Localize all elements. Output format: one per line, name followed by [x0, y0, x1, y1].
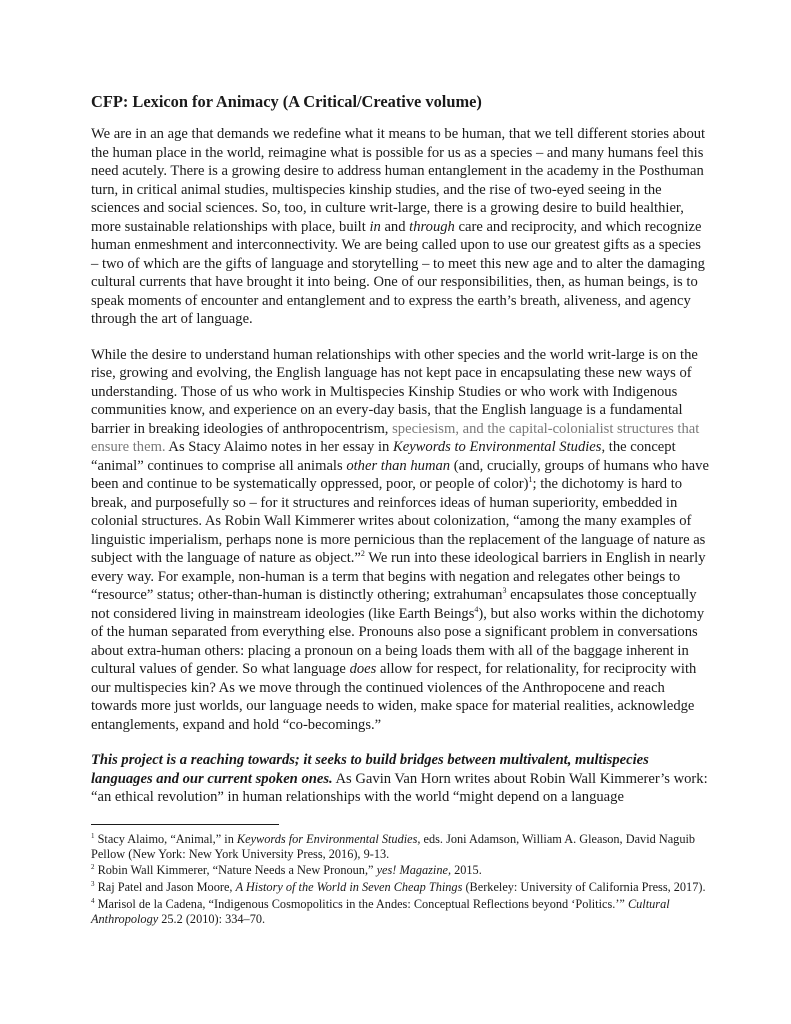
text: (and, crucially, groups of humans who have been and continue to be systematically oppressed, poor, or people of color) [91, 457, 709, 492]
paragraph-3 [91, 751, 711, 807]
footnote-number: 3 [91, 880, 95, 889]
document-body [91, 92, 711, 929]
footnote-ref: 1 [528, 475, 533, 485]
text: Raj Patel and Jason Moore, [94, 880, 236, 895]
footnote-number: 4 [91, 896, 95, 905]
text: We are in an age that demands we redefine what it means to be human, that we tell different stories about the human place in the world, reimagine what is possible for us as a species – and many humans feel this need acutely. There is a growing desire to address human entanglement in the academy in the Posthuman turn, in critical animal studies, multispecies kinship studies, and the rise of two-eyed seeing in the sciences and social sciences. So, too, in culture writ-large, there is a growing desire to build healthier, more sustainable relationships with place, built [91, 126, 706, 235]
text: ), but also works within the dichotomy of the human separated from everything else. Pronouns also pose a significant problem in conversations about extra-human others: placing a pronoun on a being loads them with all of the baggage inherent in cultural values of gender. So what language [91, 605, 705, 677]
paragraph-2 [91, 346, 711, 735]
paragraph-1 [91, 125, 711, 329]
footnote-separator [91, 824, 279, 825]
emphasis: does [349, 661, 377, 677]
text: As Gavin Van Horn writes about Robin Wall Kimmerer’s work: “an ethical revolution” in human relationships with the world “might depend on a language [91, 770, 708, 805]
grey-highlighted-text: speciesism, and the capital-colonialist structures that ensure them. [91, 420, 700, 455]
footnote-ref: 4 [474, 604, 479, 614]
citation-title: Keywords for Environmental Studies [236, 831, 418, 846]
text: encapsulates those conceptually not considered living in mainstream ideologies (like Earth Beings [91, 587, 697, 622]
bold-italic-statement: This project is a reaching towards; it seeks to build bridges between multivalent, multispecies languages and our current spoken ones. [91, 752, 649, 787]
footnote-number: 2 [91, 863, 95, 872]
text: We run into these ideological barriers in English in nearly every way. For example, non-human is a term that begins with negation and relegates other beings to “resource” status; other-than-human is distinctly othering; extrahuman [91, 550, 706, 603]
text: Stacy Alaimo, “Animal,” in [94, 831, 237, 846]
emphasis: other than human [346, 457, 451, 474]
footnote-ref: 3 [502, 586, 507, 596]
footnote-1 [91, 832, 711, 862]
footnote-3 [91, 880, 711, 895]
text: allow for respect, for relationality, for reciprocity with our multispecies kin? As we move through the continued violences of the Anthropocene and reach towards more just worlds, our language needs to widen, make space for material realities, acknowledge entanglements, expand and hold “co-becomings.” [91, 661, 697, 733]
text: 2015. [451, 863, 482, 878]
text: 25.2 (2010): 334–70. [158, 912, 266, 927]
footnote-ref: 2 [360, 549, 365, 559]
text: Robin Wall Kimmerer, “Nature Needs a New Pronoun,” [94, 863, 377, 878]
text: care and reciprocity, and which recognize human enmeshment and interconnectivity. We are being called upon to use our greatest gifts as a species – two of which are the gifts of language and storytelling – to meet this new age and to alter the damaging cultural currents that have brought it into being. One of our responsibilities, then, as human beings, is to speak moments of encounter and entanglement and to express the earth’s breath, aliveness, and agency through the art of language. [91, 218, 705, 327]
text: (Berkeley: University of California Press, 2017). [462, 880, 706, 895]
text: While the desire to understand human relationships with other species and the world writ-large is on the rise, growing and evolving, the English language has not kept pace in encapsulating these new ways of understanding. Those of us who work in Multispecies Kinship Studies or who work with Indigenous communities know, and experience on an every-day basis, that the English language is a fundamental barrier in breaking ideologies of anthropocentrism, [91, 346, 698, 437]
footnote-number: 1 [91, 831, 95, 840]
footnote-2 [91, 863, 711, 878]
book-title: Keywords to Environmental Studies [392, 439, 602, 455]
emphasis: in [369, 218, 381, 235]
footnote-4 [91, 897, 711, 927]
document-title: CFP: Lexicon for Animacy (A Critical/Creative volume) [91, 92, 482, 111]
text: Marisol de la Cadena, “Indigenous Cosmopolitics in the Andes: Conceptual Reflections beyond ‘Politics.’” [94, 896, 628, 911]
text: As Stacy Alaimo notes in her essay in [165, 439, 393, 455]
citation-title: A History of the World in Seven Cheap Things [235, 880, 463, 895]
citation-title: Cultural Anthropology [91, 896, 670, 927]
emphasis: through [409, 218, 455, 235]
text: , the concept “animal” continues to comprise all animals [91, 439, 676, 474]
text: , eds. Joni Adamson, William A. Gleason, David Naguib Pellow (New York: New York University Press, 2016), 9-13. [91, 831, 696, 861]
text: ; the dichotomy is hard to break, and purposefully so – for it structures and reinforces ideas of human superiority, embedded in colonial structures. As Robin Wall Kimmerer writes about colonization, “among the many examples of linguistic imperialism, perhaps none is more pernicious than the replacement of the language of nature as subject with the language of nature as object.” [91, 476, 706, 566]
text: and [380, 218, 410, 235]
citation-title: yes! Magazine, [376, 863, 452, 878]
